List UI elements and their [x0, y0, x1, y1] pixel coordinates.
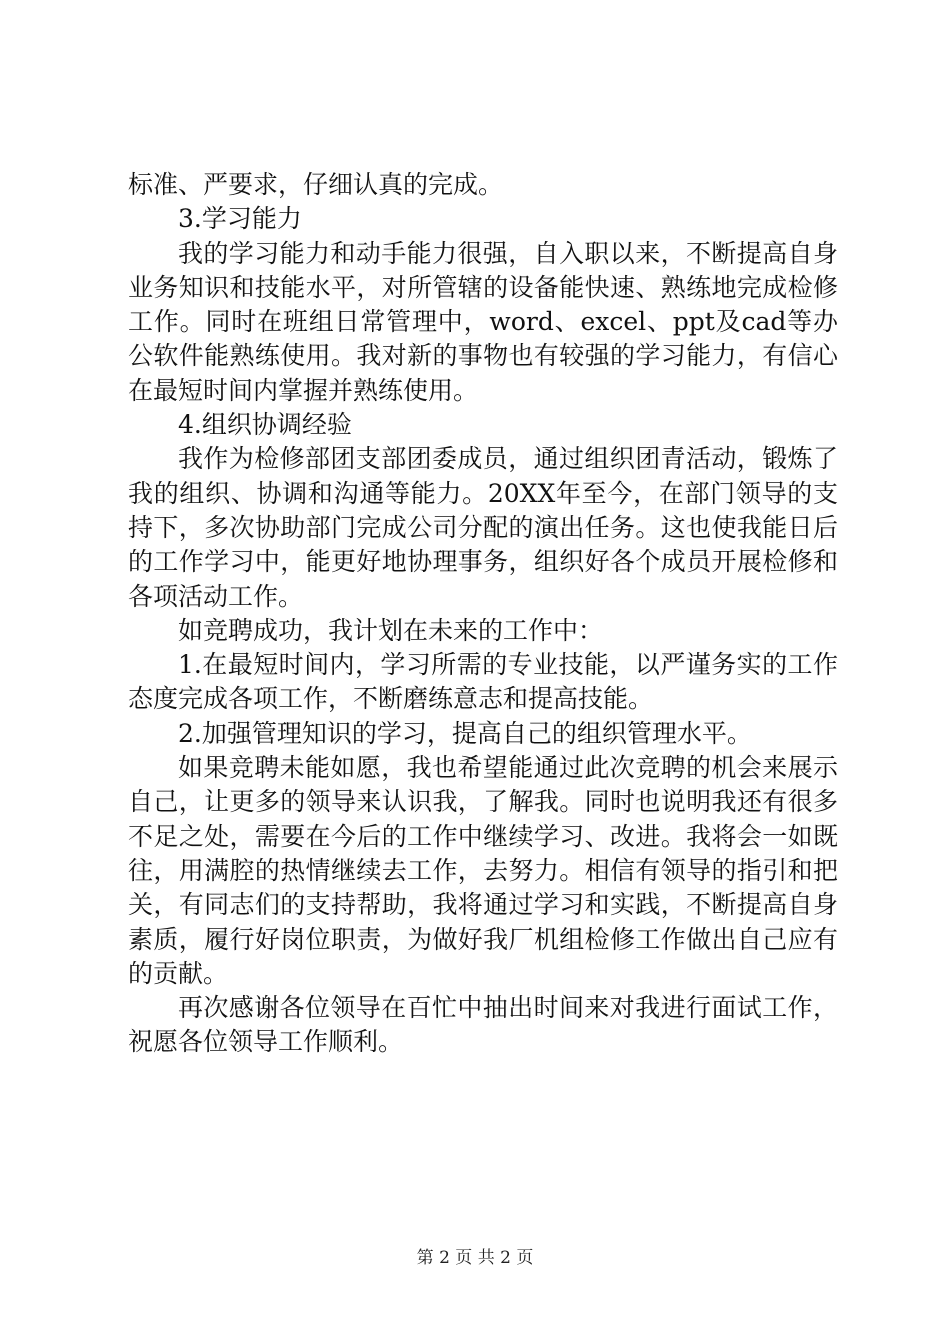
- paragraph-if-unsuccessful: 如果竞聘未能如愿，我也希望能通过此次竞聘的机会来展示自己，让更多的领导来认识我，了解我。同时也说明我还有很多不足之处，需要在今后的工作中继续学习、改进。我将会一如既往，用满腔的热情继续去工作，去努力。相信有领导的指引和把关，有同志们的支持帮助，我将通过学习和实践，不断提高自身素质，履行好岗位职责，为做好我厂机组检修工作做出自己应有的贡献。: [128, 753, 838, 988]
- section-heading-coordination: 4.组织协调经验: [178, 410, 352, 440]
- plan-item-2: 2.加强管理知识的学习，提高自己的组织管理水平。: [178, 718, 752, 748]
- section-heading-learning: 3.学习能力: [178, 204, 302, 234]
- page-number-footer: 第 2 页 共 2 页: [416, 1248, 534, 1268]
- paragraph-plan-intro: 如竞聘成功，我计划在未来的工作中：: [178, 615, 604, 645]
- paragraph-coordination: 我作为检修部团支部团委成员，通过组织团青活动，锻炼了我的组织、协调和沟通等能力。20XX年至今，在部门领导的支持下，多次协助部门完成公司分配的演出任务。这也使我能日后的工作学习中，能更好地协理事务，组织好各个成员开展检修和各项活动工作。: [128, 444, 838, 611]
- paragraph-continuation: 标准、严要求，仔细认真的完成。: [128, 170, 504, 199]
- document-body: [128, 168, 838, 1060]
- paragraph-learning: 我的学习能力和动手能力很强，自入职以来，不断提高自身业务知识和技能水平，对所管辖的设备能快速、熟练地完成检修工作。同时在班组日常管理中，word、excel、ppt及cad等办公软件能熟练使用。我对新的事物也有较强的学习能力，有信心在最短时间内掌握并熟练使用。: [128, 238, 838, 405]
- paragraph-closing: 再次感谢各位领导在百忙中抽出时间来对我进行面试工作，祝愿各位领导工作顺利。: [128, 993, 838, 1057]
- plan-item-1: 1.在最短时间内，学习所需的专业技能，以严谨务实的工作态度完成各项工作，不断磨练意志和提高技能。: [128, 650, 838, 714]
